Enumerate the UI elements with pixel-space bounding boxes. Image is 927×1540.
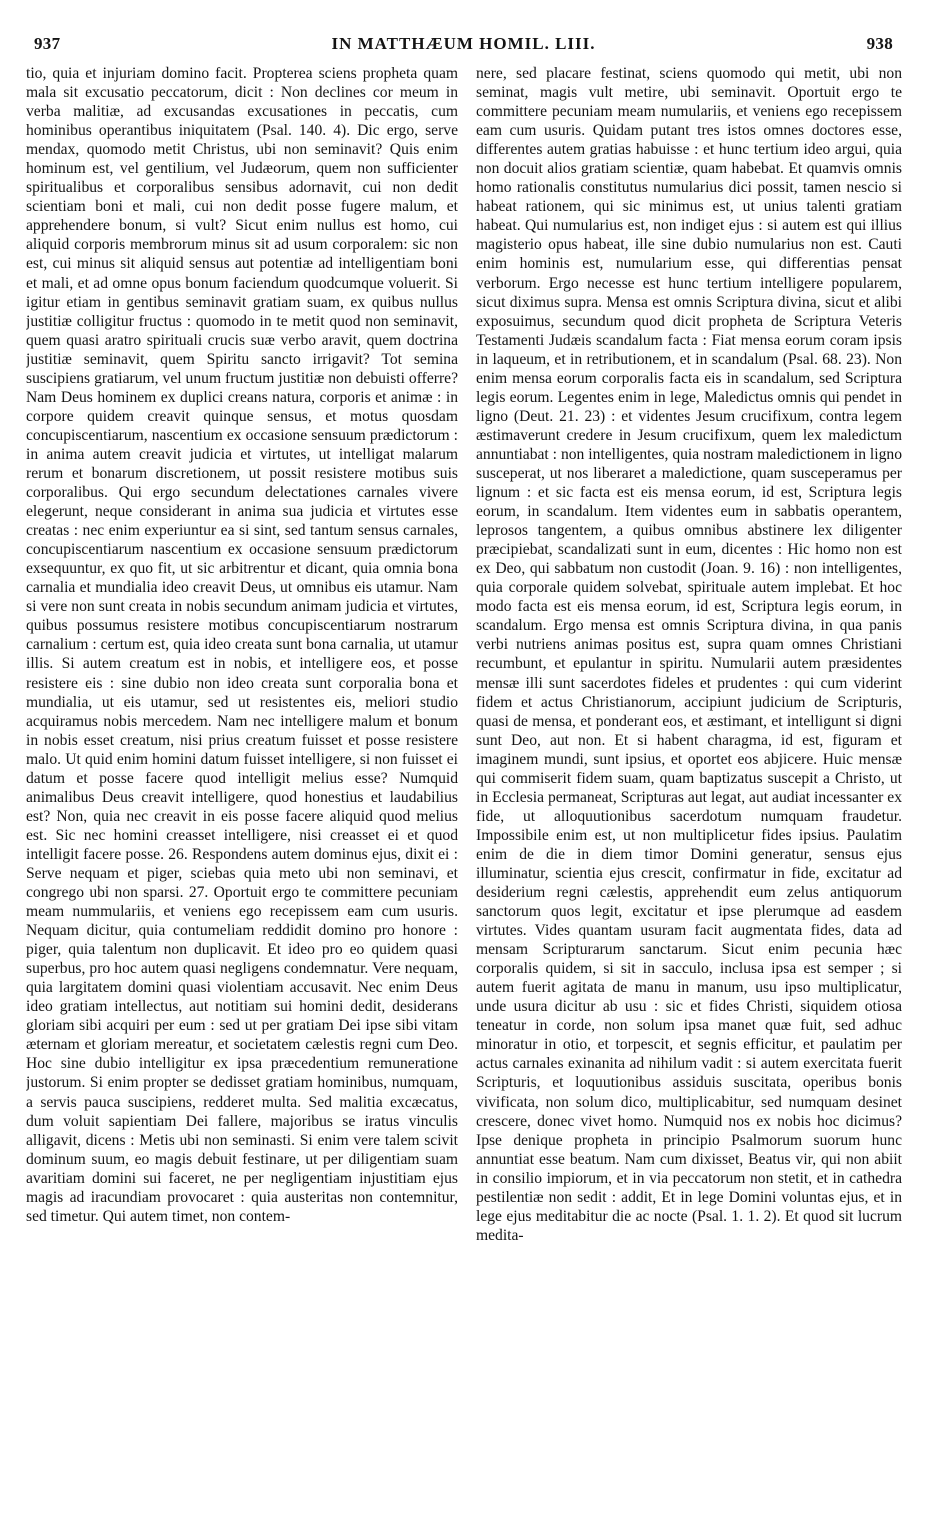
page-number-left: 937 xyxy=(34,34,61,53)
running-title: IN MATTHÆUM HOMIL. LIII. xyxy=(331,34,596,53)
right-column-text: nere, sed placare festinat, sciens quomodo qui metit, ubi non seminat, magis vult metire, ubi seminavit. Oportuit ergo te committere pecuniam meam numulariis, et veniens ego recepissem eam cum usuris. Quidam putant tres istos omnes doctores esse, differentes autem gratias habuisse : et hunc tertium ideo argui, quia non docuit alios gratiam scientiæ, quam habebat. Et quamvis omnis homo rationalis constitutus numularius dici possit, tamen nescio si habeat rationem, qui sic minimus est, ut unius talenti gratiam habeat. Qui numularius est, non indiget ejus : si autem est qui illius magisterio opus habeat, ille sine dubio numularius non est. Cauti enim hominis est, numularium esse, qui differentias pensat verborum. Ergo necesse est hunc tertium intelligere popularem, sicut diximus supra. Mensa est omnis Scriptura divina, sicut et alibi exposuimus, secundum quod dicit propheta de Scriptura Veteris Testamenti Judæis scandalum facta : Fiat mensa eorum coram ipsis in laqueum, et in retributionem, et in scandalum (Psal. 68. 23). Non enim mensa eorum corporalis facta eis in scandalum, sed Scriptura legis eorum. Legentes enim in lege, Maledictus omnis qui pendet in ligno (Deut. 21. 23) : et videntes Jesum crucifixum, contra legem æstimaverunt credere in Jesum crucifixum, quem lex maledictum annuntiabat : non intelligentes, quia nostram maledictionem in ligno susceperat, ut nos liberaret a maledictione, quam susceperamus per lignum : et sic facta est eis mensa eorum, id est, Scriptura legis eorum, in scandalum. Item videntes eum in sabbatis operantem, leprosos tangentem, a quibus omnibus abstinere lex diligenter præcipiebat, scandalizati sunt in eum, dicentes : Hic homo non est ex Deo, qui sabbatum non custodit (Joan. 9. 16) : non intelligentes, quia corporale quidem solvebat, spirituale autem implebat. Et hoc modo facta est eis mensa eorum, id est, Scriptura legis eorum, in scandalum. Ergo mensa est omnis Scriptura divina, in qua panis verbi nutriens animas positus est, supra quam omnes Christiani recumbunt, et epulantur in spiritu. Numularii autem præsidentes mensæ illi sunt sacerdotes fideles et prudentes : qui cum viderint fidem et actus Christianorum, accipiunt judicium de Scripturis, quasi de mensa, et ponderant eos, et æstimant, et intelligunt si digni sunt Deo, aut non. Et si habent charagma, id est, figuram et imaginem mundi, sunt ipsius, et oportet eos abjicere. Huic mensæ qui commiserit fidem suam, quam baptizatus suscepit a Christo, ut in Ecclesia permaneat, Scripturas aut legat, aut audiat incessanter ex fide, ut alloquutionibus sacerdotum numquam fraudetur. Impossibile enim est, ut non multiplicetur fides ipsius. Paulatim enim de die in diem timor Domini generatur, sensus ejus illuminatur, scientia ejus crescit, confirmatur in fide, excitatur ad desiderium regni cælestis, apprehendit eum zelus antiquorum sanctorum quos legit, excitatur et ipse plerumque ad easdem virtutes. Vides quantam usuram facit augmentata fides, data ad mensam Scripturarum sanctarum. Sicut enim pecunia hæc corporalis quidem, si sit in sacculo, inclusa ipsa est semper ; si autem fuerit agitata de manu in manum, usu ipso multiplicatur, unde usura dicitur ab usu : sic et fides Christi, siquidem otiosa teneatur in corde, non solum ipsa manet quæ fuit, sed adhuc minoratur in otio, et torpescit, et segnis efficitur, et paulatim per actus carnales exinanita ad nihilum vadit : si autem exercitata fuerit Scripturis, et loquutionibus assiduis suscitata, operibus bonis vivificata, non solum dico, multiplicabitur, sed numquam desinet crescere, donec vivet homo. Numquid nos ex nobis hoc dicimus? Ipse denique propheta in principio Psalmorum suorum hunc annuntiat esse beatum. Nam cum dixisset, Beatus vir, qui non abiit in consilio impiorum, et in via peccatorum non stetit, et in cathedra pestilentiæ non sedit : addit, Et in lege Domini voluntas ejus, et in lege ejus meditabitur die ac nocte (Psal. 1. 1. 2). Et quod sit lucrum medita- xyxy=(476,65,902,1244)
right-column xyxy=(476,64,902,1504)
left-column xyxy=(26,64,458,1504)
left-column-text: tio, quia et injuriam domino facit. Propterea sciens propheta quam mala sit excusatio peccatorum, dicit : Non declines cor meum in verba malitiæ, ad excusandas excusationes in peccatis, cum hominibus operantibus iniquitatem (Psal. 140. 4). Dic ergo, serve mendax, quomodo metit Christus, ubi non seminavit? Quis enim hominum est, vel gentilium, vel Judæorum, quem non sufficienter spiritualibus et corporalibus sensibus adornavit, cui non dedit scientiam boni et mali, cui non dedit posse fugere malum, et apprehendere bonum, si vult? Sicut enim nullus est homo, cui aliquid corporis membrorum minus sit ad usum corporalem: sic non est, cui minus sit aliquid sensus aut potentiæ ad intelligentiam boni et mali, et ad omne opus bonum faciendum quodcumque voluerit. Si igitur etiam in gentibus seminavit gratiam suam, ex quibus nullus justitiæ colligitur fructus : quomodo in te metit quod non seminavit, quem quasi aratro spirituali crucis suæ verbo aravit, quem doctrina justitiæ seminavit, quem Spiritu sancto irrigavit? Tot semina suscipiens gratiarum, vel unum fructum justitiæ non debuisti offerre? Nam Deus hominem ex duplici creans natura, corporis et animæ : in corpore quidem creavit quinque sensus, et motus quosdam concupiscentiarum, nascentium ex occasione sensuum prædictorum : in anima autem creavit judicia et virtutes, ut intelligat malarum rerum et bonarum discretionem, ut possit resistere motibus suis corporalibus. Qui ergo secundum delectationes carnales vivere elegerunt, neque considerant in anima sua judicia et virtutes esse creatas : nec enim experiuntur ea si sint, sed tantum sensus carnales, concupiscentiarum nascentium ex occasione sensuum prædictorum exsequuntur, ex quo fit, ut sic arbitrentur et dicant, quia omnia bona carnalia et mundialia ideo creavit Deus, ut omnibus eis utamur. Nam si vere non sunt creata in nobis secundum animam judicia et virtutes, quibus possumus resistere motibus concupiscentiarum nostrarum carnalium : certum est, quia ideo creata sunt bona carnalia, ut utamur illis. Si autem creatum est in nobis, et intelligere eos, et posse resistere eis : sine dubio non ideo creata sunt corporalia bona et mundialia, ut eis utamur, sed ut resistentes eis, meliori studio acquiramus nobis mercedem. Nam nec intelligere malum et bonum in nobis esset creatum, nisi prius creatum fuisset et posse resistere malo. Ut quid enim homini datum fuisset intelligere, si non fuisset ei datum et posse facere quod intelligit melius esse? Numquid animalibus Deus creavit intelligere, quod honestius et laudabilius est? Non, quia nec creavit in eis posse facere aliquid quod melius est. Sic nec homini creasset intelligere, nisi creasset ei et quod intelligit facere posse. 26. Respondens autem dominus ejus, dixit ei : Serve nequam et piger, sciebas quia meto ubi non seminavi, et congrego ubi non sparsi. 27. Oportuit ergo te committere pecuniam meam nummulariis, et veniens ego recepissem eam cum usuris. Nequam dicitur, quia contumeliam reddidit domino pro honore : piger, quia talentum non duplicavit. Et ideo pro eo quidem quasi superbus, pro hoc autem quasi negligens condemnatur. Vere nequam, quia largitatem domini quasi violentiam accusavit. Nec enim Deus ideo gratiam intellectus, aut notitiam sui homini dedit, desiderans gloriam sibi acquiri per eum : sed ut per gratiam Dei ipse sibi vitam æternam et gloriam mereatur, et societatem cælestis regni cum Deo. Hoc sine dubio intelligitur ex ipsa præcedentium remuneratione justorum. Si enim propter se dedisset gratiam hominibus, numquam, a servis pauca suscipiens, redderet multa. Sed malitia excæcatus, dum voluit sapientiam Dei fallere, majoribus se iratus vinculis alligavit, dicens : Metis ubi non seminasti. Si enim vere talem scivit dominum suum, eo magis debuit festinare, ut per diligentiam suam avaritiam domini sui faceret, ne per negligentiam injustitiam ejus magis ad iracundiam provocaret : quia austeritas non contemnitur, sed timetur. Qui autem timet, non contem- xyxy=(26,65,458,1225)
page-header xyxy=(34,34,893,60)
page-number-right: 938 xyxy=(866,34,893,53)
